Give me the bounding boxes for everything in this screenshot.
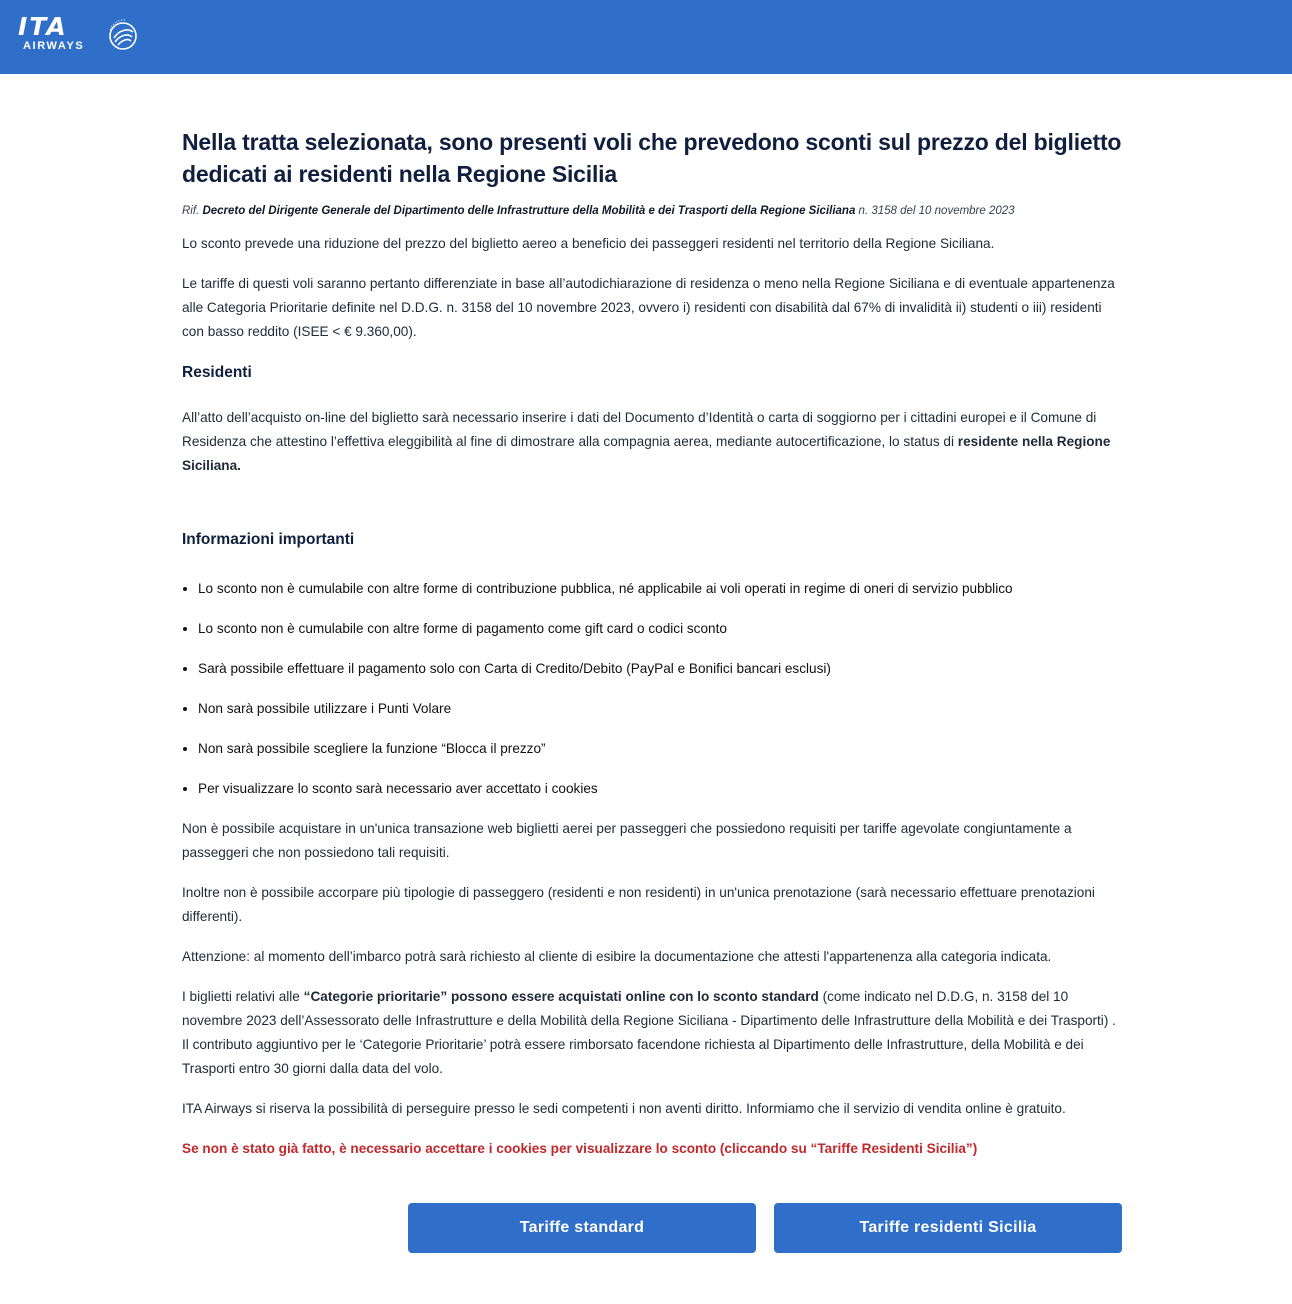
note-paragraph-3: Attenzione: al momento dell’imbarco potrà sarà richiesto al cliente di esibire la documentazione che attesti l'appartenenza alla categoria indicata. (182, 949, 1052, 964)
priority-prefix: I biglietti relativi alle (182, 989, 304, 1004)
note-paragraph-1: Non è possibile acquistare in un'unica transazione web biglietti aerei per passeggeri che possiedono requisiti per tariffe agevolate congiuntamente a passeggeri che non possiedono tali requisiti. (182, 821, 1072, 860)
reference-prefix: Rif. (182, 205, 203, 217)
intro-paragraph-1: Lo sconto prevede una riduzione del prezzo del biglietto aereo a beneficio dei passeggeri residenti nel territorio della Regione Siciliana. (182, 236, 995, 251)
ita-airways-logo[interactable] (16, 14, 146, 58)
list-item: • Sarà possibile effettuare il pagamento solo con Carta di Credito/Debito (PayPal e Bonifici bancari esclusi) (198, 657, 1122, 681)
reference-decree: Decreto del Dirigente Generale del Dipartimento delle Infrastrutture della Mobilità e dei Trasporti della Regione Siciliana (202, 205, 856, 217)
note-paragraph-2: Inoltre non è possibile accorpare più tipologie di passeggero (residenti e non residenti) in un'unica prenotazione (sarà necessario effettuare prenotazioni differenti). (182, 885, 1095, 924)
fare-actions (408, 1203, 1122, 1253)
logo-airways-text: AIRWAYS (23, 40, 85, 52)
note-paragraph-4: ITA Airways si riserva la possibilità di perseguire presso le sedi competenti i non aventi diritto. Informiamo che il servizio di vendita online è gratuito. (182, 1101, 1066, 1116)
skyteam-icon (104, 16, 142, 54)
residents-text-bold: residente nella Regione Siciliana. (182, 434, 1111, 473)
list-item: • Per visualizzare lo sconto sarà necessario aver accettato i cookies (198, 777, 1122, 801)
standard-fares-button[interactable]: Tariffe standard (408, 1203, 756, 1253)
priority-paragraph (182, 985, 1122, 1081)
site-header (0, 0, 1292, 74)
intro-paragraph-2: Le tariffe di questi voli saranno pertanto differenziate in base all’autodichiarazione di residenza o meno nella Regione Siciliana e di eventuale appartenenza alle Categoria Prioritarie definite nel D.D.G. n. 3158 del 10 novembre 2023, ovvero i) residenti con disabilità dal 67% di invalidità ii) studenti o iii) residenti con basso reddito (ISEE < € 9.360,00). (182, 276, 1115, 339)
list-item: • Lo sconto non è cumulabile con altre forme di pagamento come gift card o codici sconto (198, 617, 1122, 641)
list-item: • Non sarà possibile utilizzare i Punti Volare (198, 697, 1122, 721)
decree-reference (182, 203, 1122, 219)
logo-ita-text: ITA (18, 12, 68, 41)
residents-heading: Residenti (182, 364, 252, 381)
important-info-heading: Informazioni importanti (182, 531, 355, 548)
residents-text: All’atto dell’acquisto on-line del biglietto sarà necessario inserire i dati del Documento d’Identità o carta di soggiorno per i cittadini europei e il Comune di Residenza che attestino l’effettiva eleggibilità al fine di dimostrare alla compagnia aerea, mediante autocertificazione, lo status di (182, 410, 1097, 449)
cookies-warning: Se non è stato già fatto, è necessario accettare i cookies per visualizzare lo sconto (cliccando su “Tariffe Residenti Sicilia”) (182, 1141, 978, 1156)
residents-paragraph (182, 406, 1122, 478)
sicily-resident-fares-button[interactable]: Tariffe residenti Sicilia (774, 1203, 1122, 1253)
list-item: • Non sarà possibile scegliere la funzione “Blocca il prezzo” (198, 737, 1122, 761)
priority-bold: “Categorie prioritarie” possono essere acquistati online con lo sconto standard (303, 989, 819, 1004)
priority-rest: (come indicato nel D.D.G, n. 3158 del 10 novembre 2023 dell’Assessorato delle Infrastrutture e della Mobilità della Regione Siciliana - Dipartimento delle Infrastrutture della Mobilità e dei Trasporti) . Il contributo aggiuntivo per le ‘Categorie Prioritarie’ potrà essere rimborsato facendone richiesta al Dipartimento delle Infrastrutture, della Mobilità e dei Trasporti entro 30 giorni dalla data del volo. (182, 989, 1116, 1076)
list-item: • Lo sconto non è cumulabile con altre forme di contribuzione pubblica, né applicabile ai voli operati in regime di oneri di servizio pubblico (198, 577, 1122, 601)
reference-suffix: n. 3158 del 10 novembre 2023 (855, 205, 1015, 217)
important-info-list (182, 577, 1122, 801)
main-content (182, 126, 1122, 1161)
page-title: Nella tratta selezionata, sono presenti voli che prevedono sconti sul prezzo del biglietto dedicati ai residenti nella Regione Sicilia (182, 129, 1122, 187)
